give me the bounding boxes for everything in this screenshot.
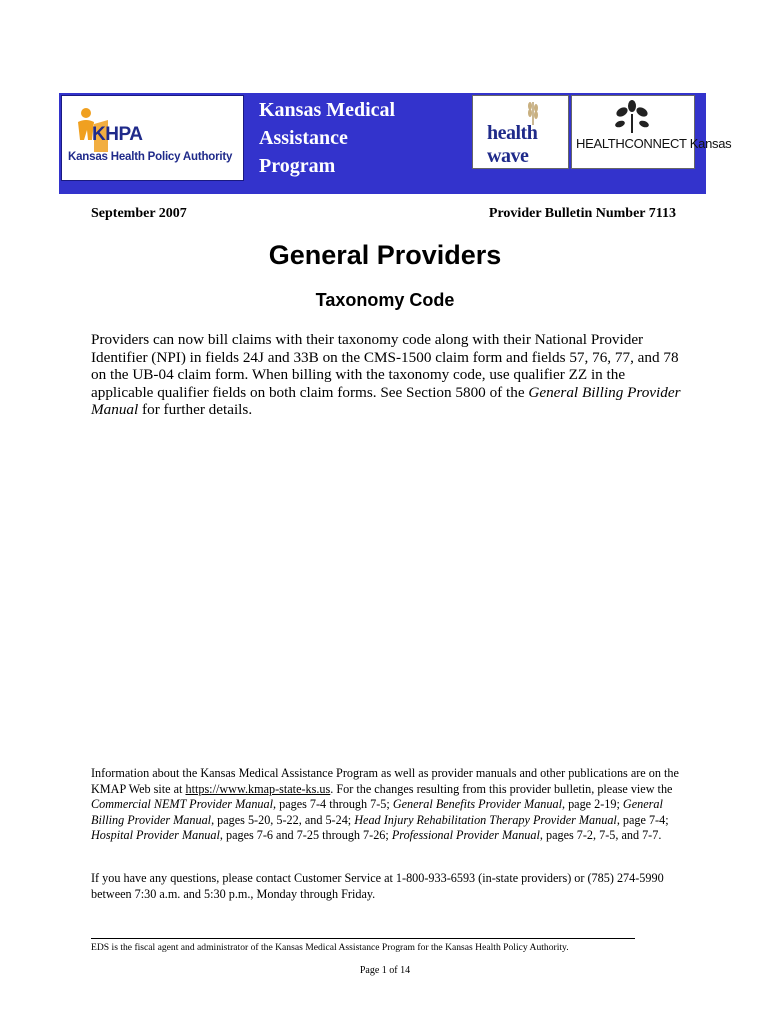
manual-reference: Professional Provider Manual: [391, 828, 540, 843]
paragraph-text: Information about the Kansas Medical Assistance Program as well as provider manuals and other publications are on the KMAP Web site at: [91, 766, 679, 796]
khpa-logo-text: KHPA: [92, 124, 143, 145]
paragraph-text: , pages 7-6 and 7-25 through 7-26;: [219, 828, 392, 843]
manual-reference: General Billing Provider Manual: [91, 383, 681, 418]
manual-reference: Hospital Provider Manual: [91, 828, 220, 843]
manual-reference: Head Injury Rehabilitation Therapy Provider Manual: [354, 812, 617, 827]
healthconnect-logo-text: HEALTHCONNECT Kansas: [576, 136, 732, 151]
healthconnect-logo: [571, 95, 732, 169]
paragraph-text: pages 7-4 through 7-5;: [276, 797, 393, 812]
program-title: [259, 96, 395, 180]
leaf-icon: [608, 100, 656, 134]
program-title-line: Program: [259, 155, 336, 177]
paragraph-text: Providers can now bill claims with their taxonomy code along with their National Provider Identifier (NPI) in fields 24J and 33B on the CMS-1500 claim form and fields 57, 76, 77, and 78 on the UB-04 claim form. When billing with the taxonomy code, use qualifier ZZ in the applicable qualifier fields on both claim forms. See Section 5800 of the: [91, 331, 679, 401]
contact-paragraph: If you have any questions, please contact Customer Service at 1-800-933-6593 (in-state providers) or (785) 274-5990 between 7:30 a.m. and 5:30 p.m., Monday through Friday.: [91, 871, 664, 901]
kmap-website-link[interactable]: https://www.kmap-state-ks.us: [185, 781, 331, 796]
footnote-divider: [91, 938, 635, 939]
healthwave-logo: [472, 95, 569, 169]
manual-reference: General Benefits Provider Manual: [392, 797, 562, 812]
paragraph-text: , pages 5-20, 5-22, and 5-24;: [211, 812, 355, 827]
paragraph-text: , page 2-19;: [561, 797, 623, 812]
program-title-line: Kansas Medical: [259, 99, 396, 121]
page-number: Page 1 of 14: [359, 965, 411, 976]
healthwave-logo-text: health wave: [487, 122, 538, 167]
page-title: General Providers: [268, 240, 502, 270]
paragraph-text: , pages 7-2, 7-5, and 7-7.: [539, 828, 662, 843]
program-title-line: Assistance: [259, 127, 348, 149]
taxonomy-paragraph: [91, 331, 691, 419]
manual-reference: General Billing Provider Manual: [91, 797, 663, 827]
info-paragraph: [91, 766, 691, 844]
manual-reference: Commercial NEMT Provider Manual,: [91, 797, 277, 812]
bulletin-date: September 2007: [91, 206, 187, 221]
khpa-logo-subtext: Kansas Health Policy Authority: [68, 151, 233, 163]
paragraph-text: . For the changes resulting from this provider bulletin, please view the: [330, 781, 673, 796]
bulletin-number: Provider Bulletin Number 7113: [488, 206, 676, 221]
khpa-logo: [61, 95, 244, 181]
footnote: EDS is the fiscal agent and administrator of the Kansas Medical Assistance Program for the Kansas Health Policy Authority.: [91, 942, 569, 953]
paragraph-text: , page 7-4;: [616, 812, 669, 827]
section-subtitle: Taxonomy Code: [315, 290, 455, 310]
paragraph-text: for further details.: [138, 401, 253, 418]
